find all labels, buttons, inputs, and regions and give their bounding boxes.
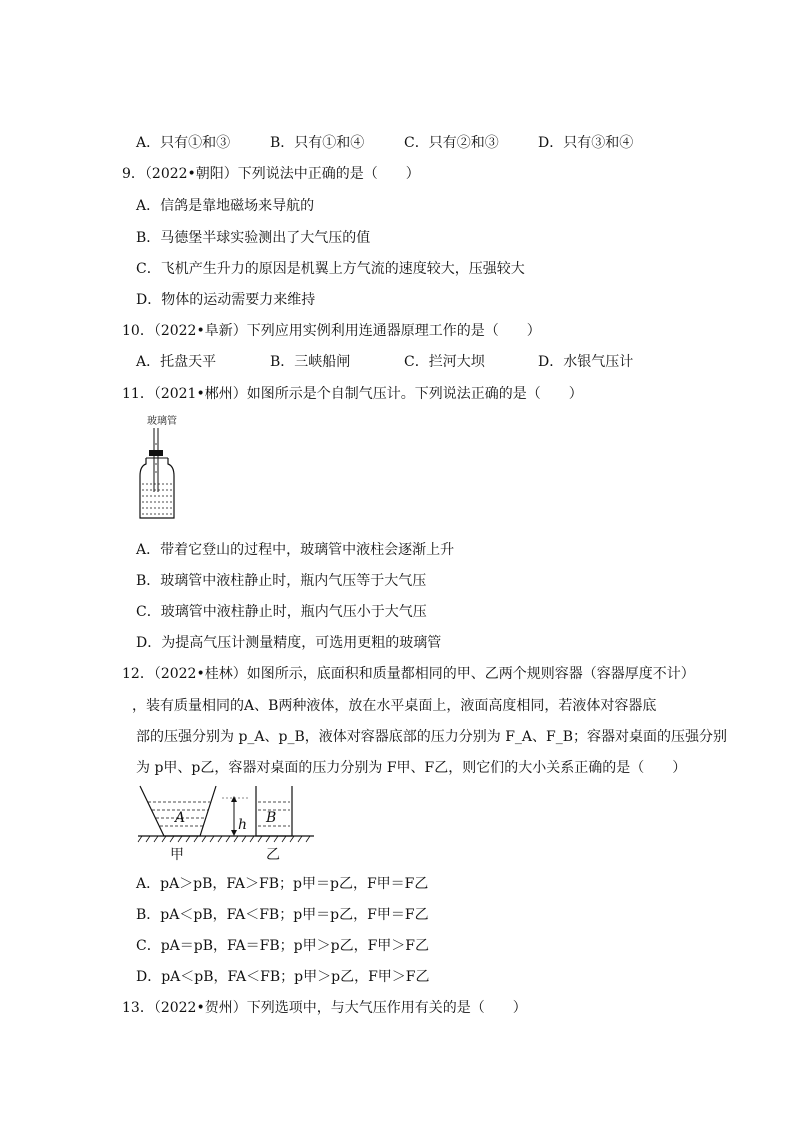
q12-option-a: A．pA＞pB，FA＞FB；p甲＝p乙，F甲＝F乙 [136,876,429,892]
containers-drawing [136,784,316,864]
q9-stem: 9．（2022•朝阳）下列说法中正确的是（ ） [122,166,420,182]
q8-option-a: A．只有①和③ [136,135,231,151]
q11-option-c: C．玻璃管中液柱静止时，瓶内气压小于大气压 [136,604,427,620]
liquid-b-label: B [266,810,277,826]
q10-option-c: C．拦河大坝 [404,354,485,370]
q11-stem: 11．（2021•郴州）如图所示是个自制气压计。下列说法正确的是（ ） [122,386,583,402]
q12-option-d: D．pA＜pB，FA＜FB；p甲＞p乙，F甲＞F乙 [136,969,430,985]
q9-option-a: A．信鸽是靠地磁场来导航的 [136,198,315,214]
q11-option-d: D．为提高气压计测量精度，可选用更粗的玻璃管 [136,635,442,651]
q12-stem-line-1: 12．（2022•桂林）如图所示，底面积和质量都相同的甲、乙两个规则容器（容器厚度不计） [122,666,695,682]
q8-option-b: B．只有①和④ [270,135,365,151]
q12-stem-line-4: 为 p甲、p乙，容器对桌面的压力分别为 F甲、F乙，则它们的大小关系正确的是（ ） [136,760,687,776]
q10-option-b: B．三峡船闸 [270,354,351,370]
liquid-a-label: A [175,810,186,826]
q10-options [136,352,672,372]
glass-tube-label: 玻璃管 [147,416,177,427]
q10-option-a: A．托盘天平 [136,354,217,370]
q12-option-b: B．pA＜pB，FA＜FB；p甲＝p乙，F甲＝F乙 [136,907,429,923]
height-label: h [238,817,248,833]
q9-option-d: D．物体的运动需要力来维持 [136,292,316,308]
q11-option-a: A．带着它登山的过程中，玻璃管中液柱会逐渐上升 [136,542,455,558]
q8-option-c: C．只有②和③ [404,135,499,151]
q10-option-d: D．水银气压计 [538,354,634,370]
q12-option-c: C．pA＝pB，FA＝FB；p甲＞p乙，F甲＞F乙 [136,938,429,954]
q13-stem: 13．（2022•贺州）下列选项中，与大气压作用有关的是（ ） [122,1000,527,1016]
q12-stem-line-2: ，装有质量相同的A、B两种液体，放在水平桌面上，液面高度相同，若液体对容器底 [132,698,657,714]
q8-option-d: D．只有③和④ [538,135,634,151]
q12-stem-line-3: 部的压强分别为 p_A、p_B，液体对容器底部的压力分别为 F_A、F_B；容器对桌面的压强分别 [136,729,728,745]
barometer-drawing [136,414,196,524]
q8-options [136,133,672,153]
container-jia-label: 甲 [170,847,184,863]
container-yi-label: 乙 [266,847,280,863]
q11-option-b: B．玻璃管中液柱静止时，瓶内气压等于大气压 [136,573,427,589]
q9-option-c: C．飞机产生升力的原因是机翼上方气流的速度较大，压强较大 [136,261,525,277]
q10-stem: 10．（2022•阜新）下列应用实例利用连通器原理工作的是（ ） [122,323,541,339]
q9-option-b: B．马德堡半球实验测出了大气压的值 [136,230,371,246]
